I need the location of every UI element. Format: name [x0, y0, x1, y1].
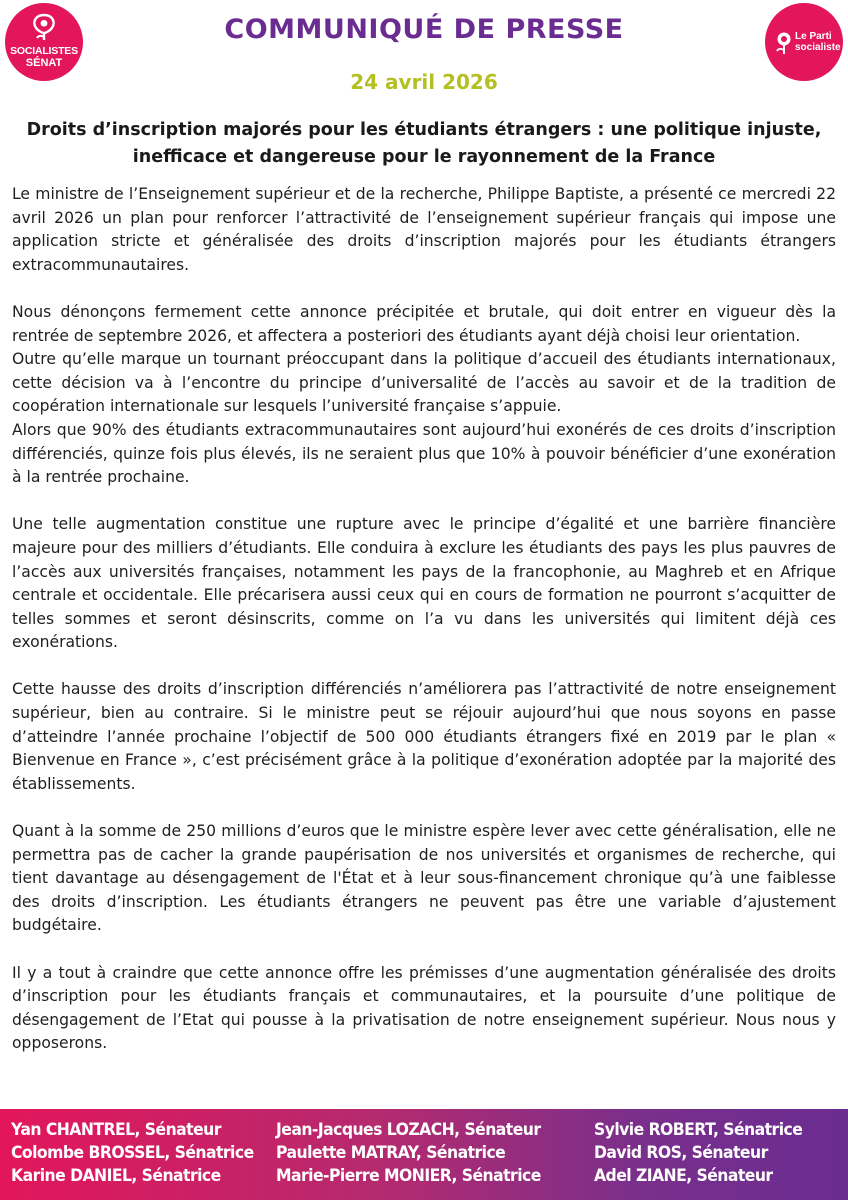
- signatory: Jean-Jacques LOZACH, Sénateur: [276, 1120, 541, 1140]
- paragraph-3: Outre qu’elle marque un tournant préoccupant dans la politique d’accueil des étudiants internationaux, cette décision va à l’encontre du principe d’universalité de l’accès au savoir et de la tradition de coopération internationale sur lesquels l’université française s’appuie.: [12, 350, 836, 416]
- signatory: Karine DANIEL, Sénatrice: [11, 1166, 221, 1186]
- page-title: COMMUNIQUÉ DE PRESSE: [224, 14, 624, 45]
- logo-right-line1: Le Parti: [795, 31, 832, 42]
- body-text: [12, 183, 836, 1056]
- signatory: Paulette MATRAY, Sénatrice: [276, 1143, 506, 1163]
- logo-right-line2: socialiste: [795, 42, 841, 53]
- signatory: Adel ZIANE, Sénateur: [594, 1166, 773, 1186]
- logo-left-line2: SÉNAT: [25, 57, 63, 69]
- signatories-footer: [0, 1109, 848, 1200]
- signatories-column-3: [594, 1119, 802, 1188]
- paragraph-1: Le ministre de l’Enseignement supérieur et de la recherche, Philippe Baptiste, a présenté ce mercredi 22 avril 2026 un plan pour renforcer l’attractivité de l’enseignement supérieur français qui impose une application stricte et généralisée des droits d’inscription majorés pour les étudiants étrangers extracommunautaires.: [12, 185, 836, 274]
- signatory: Yan CHANTREL, Sénateur: [11, 1120, 221, 1140]
- paragraph-6: Cette hausse des droits d’inscription différenciés n’améliorera pas l’attractivité de notre enseignement supérieur, bien au contraire. Si le ministre peut se réjouir aujourd’hui que nous soyons en passe d’atteindre l’année prochaine l’objectif de 500 000 étudiants étrangers fixé en 2019 par le plan « Bienvenue en France », c’est précisément grâce à la politique d’exonération adoptée par la majorité des établissements.: [12, 680, 836, 793]
- paragraph-2: Nous dénonçons fermement cette annonce précipitée et brutale, qui doit entrer en vigueur dès la rentrée de septembre 2026, et affectera a posteriori des étudiants ayant déjà choisi leur orientation.: [12, 302, 836, 345]
- signatory: David ROS, Sénateur: [594, 1143, 768, 1163]
- paragraph-4: Alors que 90% des étudiants extracommunautaires sont aujourd’hui exonérés de ces droits d’inscription différenciés, quinze fois plus élevés, ils ne seraient plus que 10% à pouvoir bénéficier d’une exonération à la rentrée prochaine.: [12, 420, 836, 487]
- signatories-column-1: [11, 1119, 254, 1188]
- signatory: Colombe BROSSEL, Sénatrice: [11, 1143, 254, 1163]
- paragraph-8: Il y a tout à craindre que cette annonce offre les prémisses d’une augmentation généralisée des droits d’inscription pour les étudiants français et communautaires, et la poursuite d’une politique de désengagement de l’Etat qui pousse à la privatisation de notre enseignement supérieur. Nous nous y opposerons.: [12, 963, 836, 1053]
- paragraph-7: Quant à la somme de 250 millions d’euros que le ministre espère lever avec cette généralisation, elle ne permettra pas de cacher la grande paupérisation de nos universités et organismes de recherche, qui tient davantage au désengagement de l'État et à leur sous-financement chronique qu’à une faiblesse des droits d’inscription. Les étudiants étrangers ne peuvent pas être une variable d’ajustement budgétaire.: [12, 822, 836, 935]
- signatory: Sylvie ROBERT, Sénatrice: [594, 1120, 803, 1140]
- headline: Droits d’inscription majorés pour les étudiants étrangers : une politique injuste, inefficace et dangereuse pour le rayonnement de la France: [26, 120, 822, 167]
- signatory: Marie-Pierre MONIER, Sénatrice: [276, 1166, 541, 1186]
- paragraph-5: Une telle augmentation constitue une rupture avec le principe d’égalité et une barrière financière majeure pour des milliers d’étudiants. Elle conduira à exclure les étudiants des pays les plus pauvres de l’accès aux universités françaises, notamment les pays de la francophonie, au Maghreb et en Afrique centrale et occidentale. Elle précarisera aussi ceux qui en cours de formation ne pourront s’acquitter de telles sommes et seront désinscrits, comme on l’a vu dans les universités qui limitent déjà ces exonérations.: [12, 515, 836, 652]
- signatories-column-2: [276, 1119, 541, 1188]
- publication-date: 24 avril 2026: [350, 70, 498, 94]
- logo-left-line1: SOCIALISTES: [10, 45, 78, 57]
